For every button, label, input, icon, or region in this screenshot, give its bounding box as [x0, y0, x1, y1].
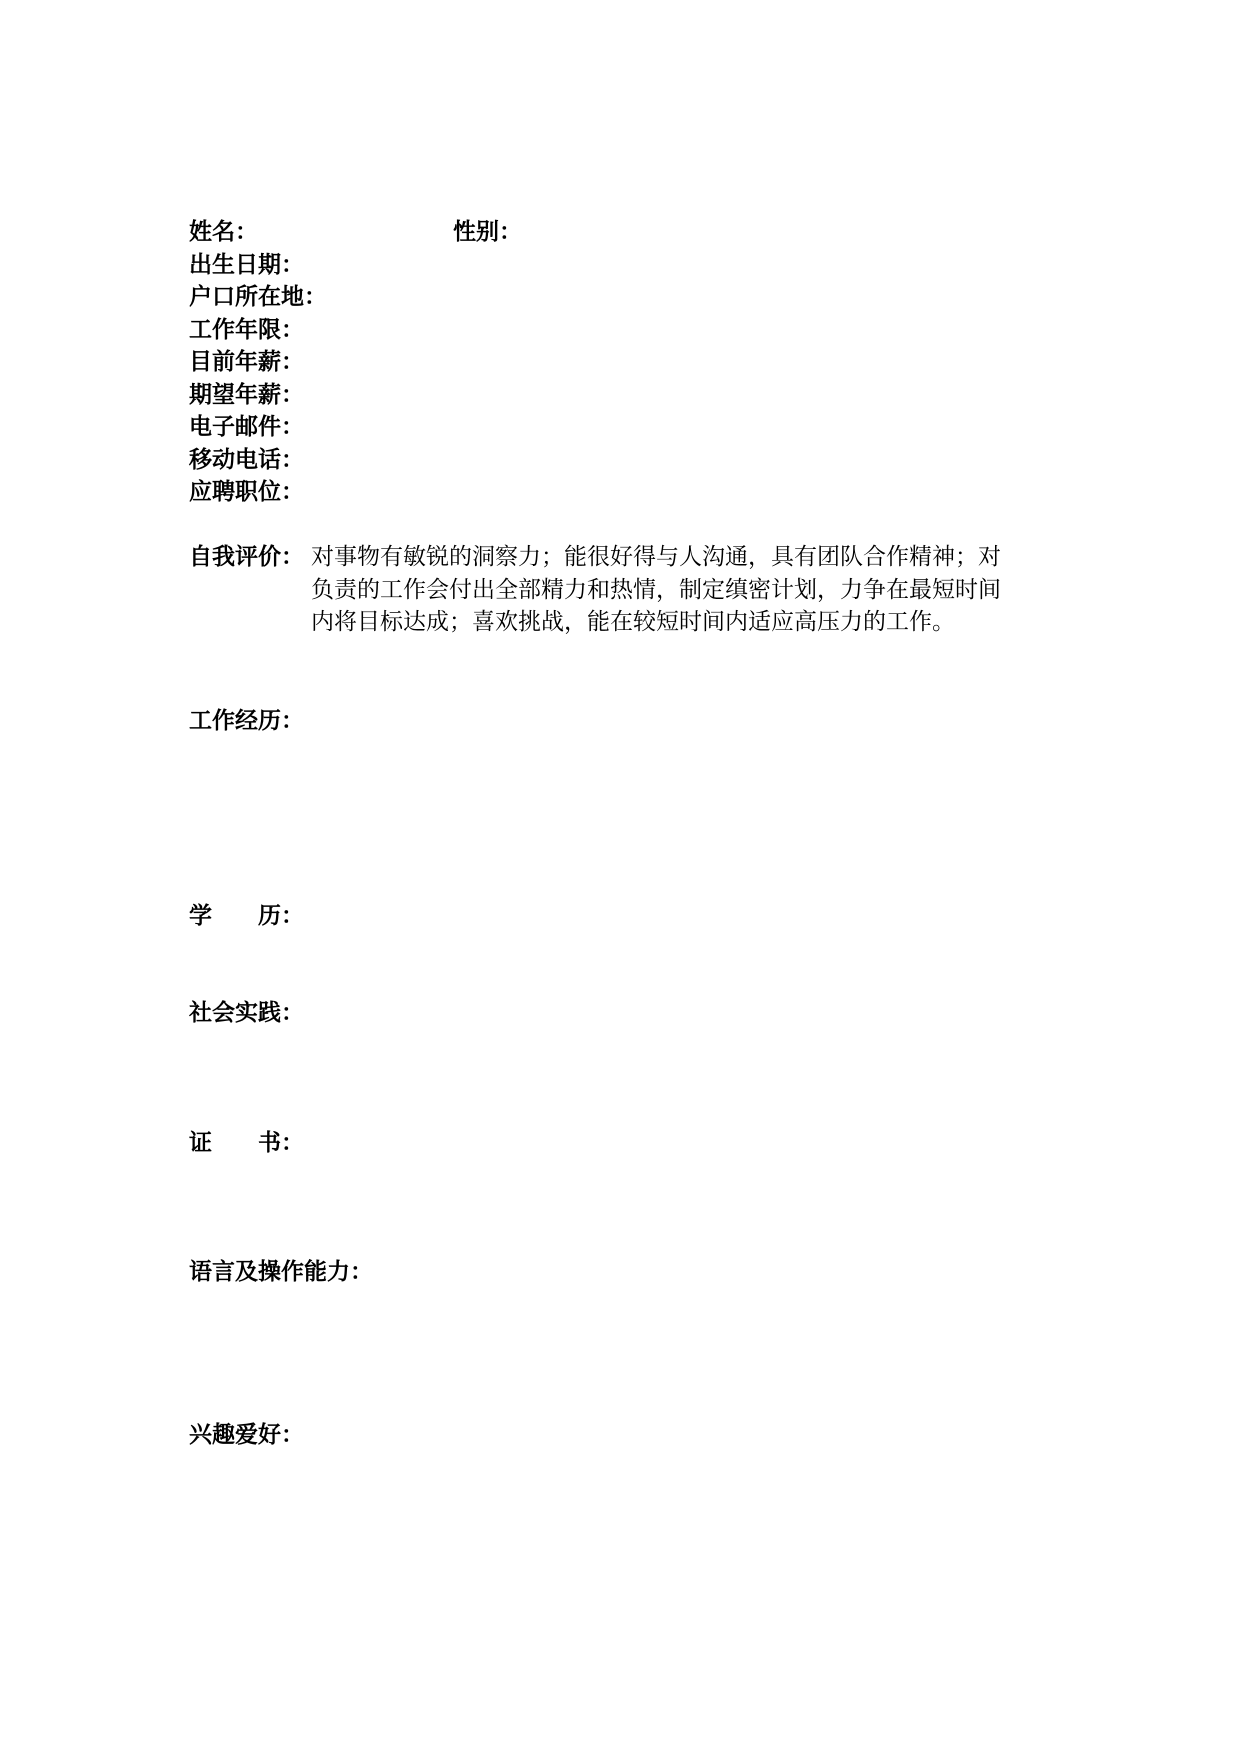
- work-years-label: 工作年限：: [189, 317, 304, 343]
- mobile-label: 移动电话：: [189, 447, 304, 473]
- hobbies-label: 兴趣爱好：: [189, 1422, 304, 1448]
- social-practice-label: 社会实践：: [189, 1000, 304, 1026]
- name-label: 姓名：: [189, 219, 258, 245]
- work-experience-label: 工作经历：: [189, 708, 304, 734]
- self-evaluation-line-3: 内将目标达成；喜欢挑战，能在较短时间内适应高压力的工作。: [311, 609, 955, 635]
- expected-salary-label: 期望年薪：: [189, 382, 304, 408]
- hukou-label: 户口所在地：: [189, 284, 327, 310]
- self-evaluation-line-2: 负责的工作会付出全部精力和热情，制定缜密计划，力争在最短时间: [311, 576, 1001, 603]
- certificate-label-part-1: 证: [189, 1130, 212, 1156]
- certificate-label: [189, 1127, 304, 1159]
- education-label-part-2: 历：: [258, 903, 304, 929]
- education-label-part-1: 学: [189, 903, 212, 929]
- language-skills-label: 语言及操作能力：: [189, 1259, 373, 1285]
- education-label: [189, 900, 304, 932]
- certificate-label-part-2: 书：: [258, 1130, 304, 1156]
- email-label: 电子邮件：: [189, 414, 304, 440]
- self-evaluation-label: 自我评价：: [189, 544, 304, 570]
- gender-label: 性别：: [453, 219, 522, 245]
- birth-date-label: 出生日期：: [189, 252, 304, 278]
- self-evaluation-line-1: 对事物有敏锐的洞察力；能很好得与人沟通，具有团队合作精神；对: [311, 544, 1001, 570]
- self-evaluation-text: [311, 541, 1060, 639]
- current-salary-label: 目前年薪：: [189, 349, 304, 375]
- position-label: 应聘职位：: [189, 479, 304, 505]
